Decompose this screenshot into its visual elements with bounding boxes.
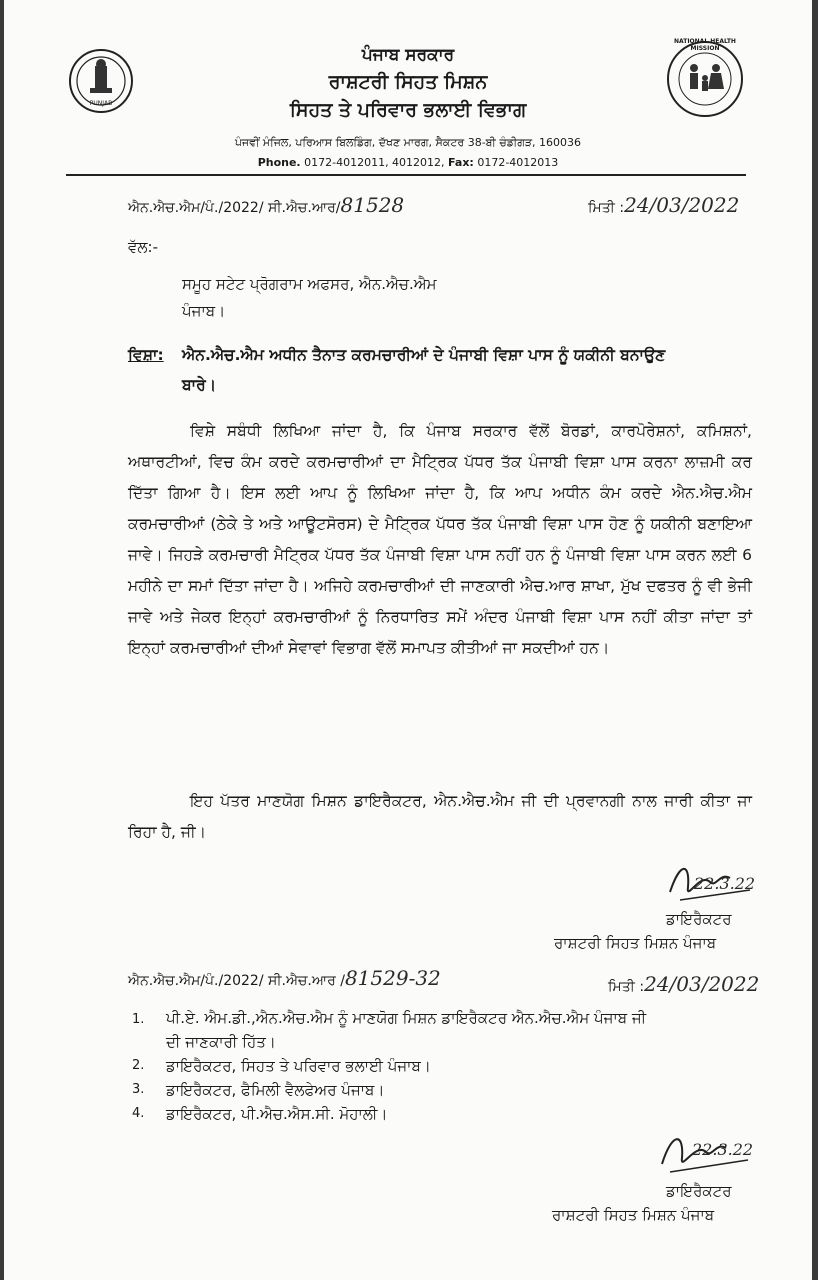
list-item-number: 2. — [132, 1058, 145, 1073]
endorsement-reference-line — [128, 966, 548, 990]
list-item-text: ਡਾਇਰੈਕਟਰ, ਪੀ.ਐਚ.ਐਸ.ਸੀ. ਮੋਹਾਲੀ। — [166, 1105, 388, 1123]
reference-line — [128, 193, 468, 217]
date-line — [588, 193, 768, 217]
subject-label: ਵਿਸ਼ਾ: — [128, 346, 164, 364]
subject-text-line-1: ਐਨ.ਐਚ.ਐਮ ਅਧੀਨ ਤੈਨਾਤ ਕਰਮਚਾਰੀਆਂ ਦੇ ਪੰਜਾਬੀ ਵਿਸ਼ਾ ਪਾਸ ਨੂੰ ਯਕੀਨੀ ਬਨਾਉਣ — [182, 346, 666, 364]
date-label: ਮਿਤੀ : — [588, 200, 625, 216]
fax-value: 0172-4012013 — [477, 156, 559, 169]
signatory-title-1: ਡਾਇਰੈਕਟਰ — [666, 910, 732, 928]
recipient-line-2: ਪੰਜਾਬ। — [182, 302, 226, 320]
phone-value: 0172-4012011, 4012012, — [304, 156, 445, 169]
date-value: 24/03/2022 — [624, 193, 740, 217]
header-phone-line — [4, 156, 812, 169]
list-item-number: 4. — [132, 1106, 145, 1121]
recipient-line-1: ਸਮੂਹ ਸਟੇਟ ਪ੍ਰੋਗਰਾਮ ਅਫਸਰ, ਐਨ.ਐਚ.ਐਮ — [182, 275, 437, 293]
endorsement-reference-number: 81529-32 — [344, 966, 441, 990]
signature-1-date: 22.3.22 — [694, 874, 756, 893]
signatory-office-1: ਰਾਸ਼ਟਰੀ ਸਿਹਤ ਮਿਸ਼ਨ ਪੰਜਾਬ — [554, 934, 717, 952]
endorsement-reference-prefix: ਐਨ.ਐਚ.ਐਮ/ਪੰ./2022/ ਸੀ.ਐਚ.ਆਰ / — [128, 973, 345, 989]
list-item-text-continued: ਦੀ ਜਾਣਕਾਰੀ ਹਿੱਤ। — [166, 1033, 276, 1051]
endorsement-date-value: 24/03/2022 — [644, 972, 760, 996]
signature-1 — [660, 852, 780, 912]
header-divider — [66, 174, 746, 176]
reference-prefix: ਐਨ.ਐਚ.ਐਮ/ਪੰ./2022/ ਸੀ.ਐਚ.ਆਰ/ — [128, 200, 341, 216]
list-item-text: ਡਾਇਰੈਕਟਰ, ਸਿਹਤ ਤੇ ਪਰਿਵਾਰ ਭਲਾਈ ਪੰਜਾਬ। — [166, 1057, 431, 1075]
header-address: ਪੰਜਵੀਂ ਮੰਜਿਲ, ਪਰਿਆਸ ਬਿਲਡਿੰਗ, ਦੱਖਣ ਮਾਰਗ, ਸੈਕਟਰ 38-ਬੀ ਚੰਡੀਗੜ, 160036 — [234, 136, 582, 149]
fax-label: Fax: — [448, 156, 474, 169]
reference-number: 81528 — [340, 193, 405, 217]
list-item-text: ਡਾਇਰੈਕਟਰ, ਫੈਮਿਲੀ ਵੈਲਫੇਅਰ ਪੰਜਾਬ। — [166, 1081, 385, 1099]
signature-2 — [652, 1120, 782, 1180]
header-line-department: ਸਿਹਤ ਤੇ ਪਰਿਵਾਰ ਭਲਾਈ ਵਿਭਾਗ — [289, 99, 527, 121]
to-label: ਵੱਲ:- — [128, 238, 158, 256]
list-item-number: 1. — [132, 1012, 145, 1027]
signatory-office-2: ਰਾਸ਼ਟਰੀ ਸਿਹਤ ਮਿਸ਼ਨ ਪੰਜਾਬ — [552, 1206, 715, 1224]
body-paragraph-1: ਵਿਸ਼ੇ ਸਬੰਧੀ ਲਿਖਿਆ ਜਾਂਦਾ ਹੈ, ਕਿ ਪੰਜਾਬ ਸਰਕਾਰ ਵੱਲੋਂ ਬੋਰਡਾਂ, ਕਾਰਪੋਰੇਸ਼ਨਾਂ, ਕਮਿਸ਼ਨਾਂ, ਅਥਾਰਟੀਆਂ, ਵਿਚ ਕੰਮ ਕਰਦੇ ਕਰਮਚਾਰੀਆਂ ਦਾ ਮੈਟ੍ਰਿਕ ਪੱਧਰ ਤੱਕ ਪੰਜਾਬੀ ਵਿਸ਼ਾ ਪਾਸ ਕਰਨਾ ਲਾਜ਼ਮੀ ਕਰ ਦਿੱਤਾ ਗਿਆ ਹੈ। ਇਸ ਲਈ ਆਪ ਨੂੰ ਲਿਖਿਆ ਜਾਂਦਾ ਹੈ, ਕਿ ਆਪ ਅਧੀਨ ਕੰਮ ਕਰਦੇ ਐਨ.ਐਚ.ਐਮ ਕਰਮਚਾਰੀਆਂ (ਠੇਕੇ ਤੇ ਅਤੇ ਆਊਟਸੋਰਸ) ਦੇ ਮੈਟ੍ਰਿਕ ਪੱਧਰ ਤੱਕ ਪੰਜਾਬੀ ਵਿਸ਼ਾ ਪਾਸ ਹੋਣ ਨੂੰ ਯਕੀਨੀ ਬਣਾਇਆ ਜਾਵੇ। ਜਿਹੜੇ ਕਰਮਚਾਰੀ ਮੈਟ੍ਰਿਕ ਪੱਧਰ ਤੱਕ ਪੰਜਾਬੀ ਵਿਸ਼ਾ ਪਾਸ ਨਹੀਂ ਹਨ ਨੂੰ ਪੰਜਾਬੀ ਵਿਸ਼ਾ ਪਾਸ ਕਰਨ ਲਈ 6 ਮਹੀਨੇ ਦਾ ਸਮਾਂ ਦਿੱਤਾ ਜਾਂਦਾ ਹੈ। ਅਜਿਹੇ ਕਰਮਚਾਰੀਆਂ ਦੀ ਜਾਣਕਾਰੀ ਐਚ.ਆਰ ਸ਼ਾਖਾ, ਮੁੱਖ ਦਫਤਰ ਨੂੰ ਵੀ ਭੇਜੀ ਜਾਵੇ ਅਤੇ ਜੇਕਰ ਇਨ੍ਹਾਂ ਕਰਮਚਾਰੀਆਂ ਨੂੰ ਨਿਰਧਾਰਿਤ ਸਮੇਂ ਅੰਦਰ ਪੰਜਾਬੀ ਵਿਸ਼ਾ ਪਾਸ ਨਹੀਂ ਕੀਤਾ ਜਾਂਦਾ ਤਾਂ ਇਨ੍ਹਾਂ ਕਰਮਚਾਰੀਆਂ ਦੀਆਂ ਸੇਵਾਵਾਂ ਵਿਭਾਗ ਵੱਲੋਂ ਸਮਾਪਤ ਕੀਤੀਆਂ ਜਾ ਸਕਦੀਆਂ ਹਨ। — [128, 422, 752, 657]
endorsement-date-line — [608, 972, 788, 996]
letter-page — [4, 0, 812, 1280]
list-item-number: 3. — [132, 1082, 145, 1097]
subject-text-line-2: ਬਾਰੇ। — [182, 376, 217, 394]
signatory-title-2: ਡਾਇਰੈਕਟਰ — [666, 1182, 732, 1200]
header-line-government: ਪੰਜਾਬ ਸਰਕਾਰ — [361, 45, 455, 65]
signature-2-date: 22.3.22 — [692, 1140, 754, 1159]
endorsement-date-label: ਮਿਤੀ : — [608, 979, 645, 995]
nhm-logo-text: NATIONAL HEALTH MISSION — [674, 38, 736, 52]
list-item-text: ਪੀ.ਏ. ਐਮ.ਡੀ.,ਐਨ.ਐਚ.ਐਮ ਨੂੰ ਮਾਣਯੋਗ ਮਿਸ਼ਨ ਡਾਇਰੈਕਟਰ ਐਨ.ਐਚ.ਐਮ ਪੰਜਾਬ ਜੀ — [166, 1009, 647, 1027]
body-paragraph-2: ਇਹ ਪੱਤਰ ਮਾਣਯੋਗ ਮਿਸ਼ਨ ਡਾਇਰੈਕਟਰ, ਐਨ.ਐਚ.ਐਮ ਜੀ ਦੀ ਪ੍ਰਵਾਨਗੀ ਨਾਲ ਜਾਰੀ ਕੀਤਾ ਜਾ ਰਿਹਾ ਹੈ, ਜੀ। — [128, 792, 752, 841]
header-line-mission: ਰਾਸ਼ਟਰੀ ਸਿਹਤ ਮਿਸ਼ਨ — [328, 71, 488, 93]
seal-label: PUNJAB — [89, 100, 113, 107]
phone-label: Phone. — [257, 156, 301, 169]
